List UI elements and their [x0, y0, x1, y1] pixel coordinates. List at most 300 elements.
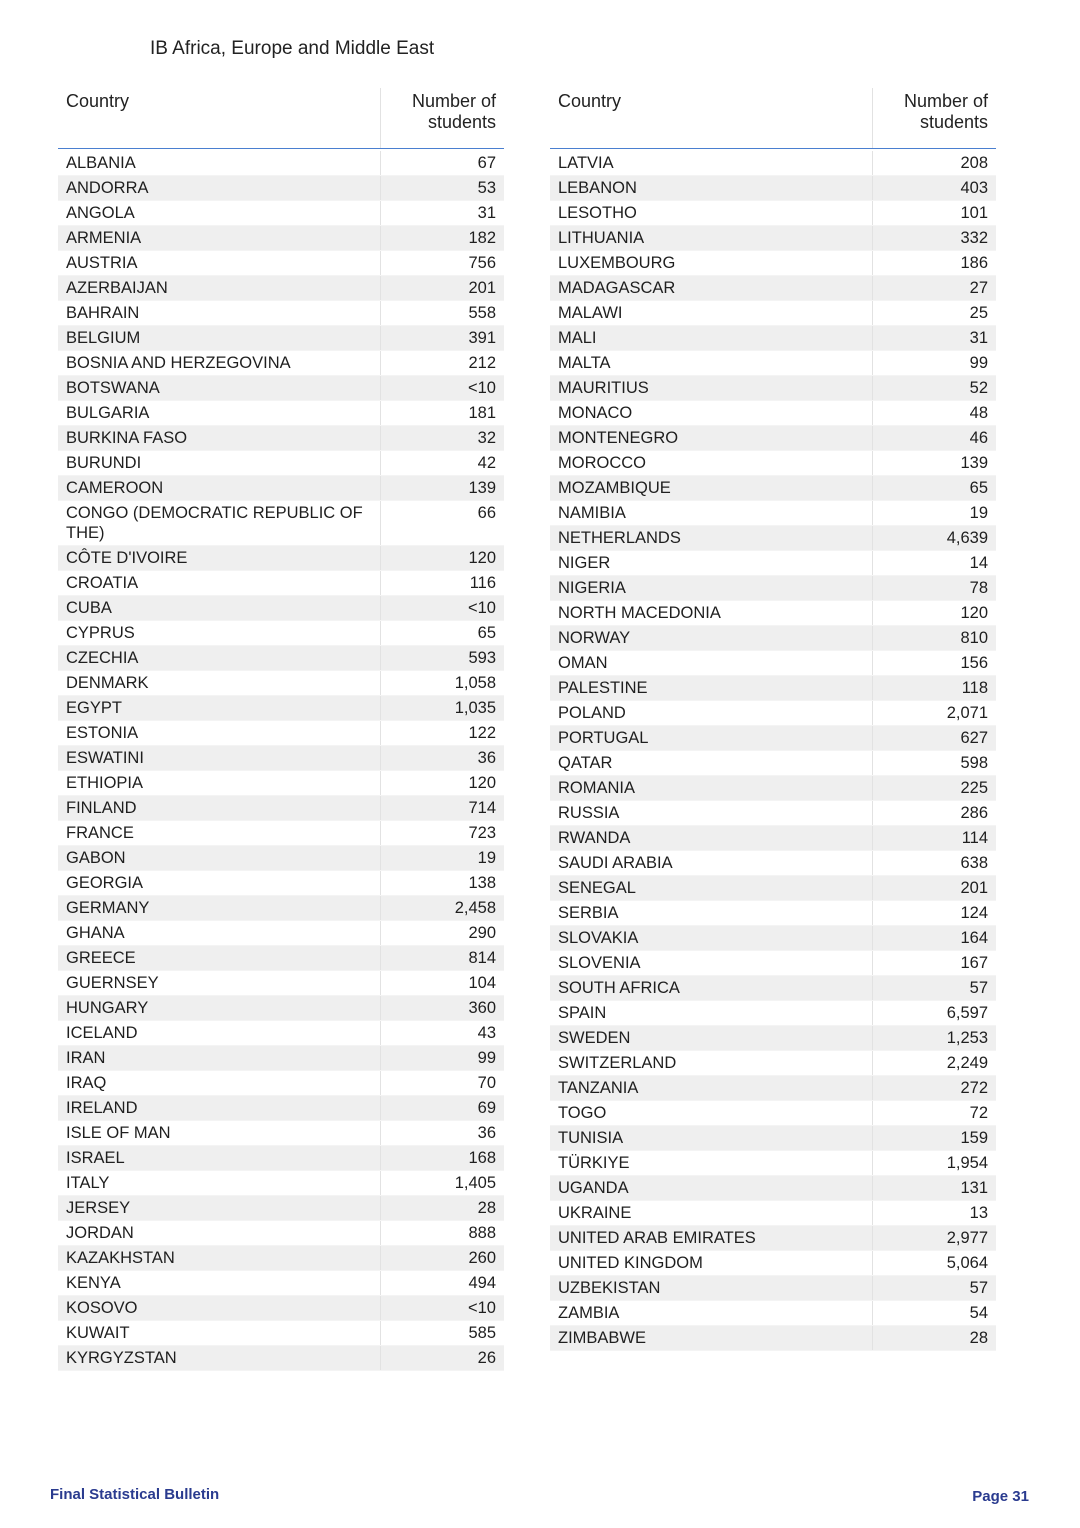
country-cell: NIGER — [550, 551, 872, 576]
country-cell: LEBANON — [550, 176, 872, 201]
students-cell: 638 — [872, 851, 996, 876]
country-cell: IRAQ — [58, 1071, 380, 1096]
students-cell: 65 — [872, 476, 996, 501]
students-cell: 131 — [872, 1176, 996, 1201]
students-cell: 593 — [380, 646, 504, 671]
table-row — [550, 326, 996, 351]
students-cell: 167 — [872, 951, 996, 976]
table-row — [550, 976, 996, 1001]
table-row — [550, 901, 996, 926]
table-row — [550, 926, 996, 951]
students-cell: 138 — [380, 871, 504, 896]
country-cell: UKRAINE — [550, 1201, 872, 1226]
table-row — [58, 546, 504, 571]
table-row — [550, 1176, 996, 1201]
table-row — [550, 701, 996, 726]
students-cell: 159 — [872, 1126, 996, 1151]
table-row — [550, 376, 996, 401]
table-row — [550, 551, 996, 576]
table-row — [550, 876, 996, 901]
table-row — [58, 996, 504, 1021]
students-cell: 2,071 — [872, 701, 996, 726]
students-cell: 65 — [380, 621, 504, 646]
country-cell: ARMENIA — [58, 226, 380, 251]
page-title: IB Africa, Europe and Middle East — [150, 38, 435, 59]
country-cell: LITHUANIA — [550, 226, 872, 251]
students-cell: 42 — [380, 451, 504, 476]
table-row — [550, 1051, 996, 1076]
country-cell: ESTONIA — [58, 721, 380, 746]
footer-publication-title: Final Statistical Bulletin — [50, 1486, 220, 1503]
table-row — [58, 896, 504, 921]
table-row — [58, 796, 504, 821]
country-cell: BELGIUM — [58, 326, 380, 351]
table-row — [58, 1046, 504, 1071]
table-row — [550, 526, 996, 551]
table-row — [58, 401, 504, 426]
table-row — [550, 851, 996, 876]
table-row — [58, 201, 504, 226]
country-cell: JERSEY — [58, 1196, 380, 1221]
students-cell: 118 — [872, 676, 996, 701]
students-cell: 101 — [872, 201, 996, 226]
table-row — [58, 476, 504, 501]
table-row — [550, 451, 996, 476]
country-cell: SLOVENIA — [550, 951, 872, 976]
country-cell: TUNISIA — [550, 1126, 872, 1151]
country-cell: SWITZERLAND — [550, 1051, 872, 1076]
students-cell: 99 — [872, 351, 996, 376]
country-cell: ROMANIA — [550, 776, 872, 801]
country-cell: SOUTH AFRICA — [550, 976, 872, 1001]
table-row — [550, 176, 996, 201]
table-row — [550, 1151, 996, 1176]
students-cell: 19 — [872, 501, 996, 526]
country-cell: TOGO — [550, 1101, 872, 1126]
students-cell: 139 — [872, 451, 996, 476]
students-cell: 122 — [380, 721, 504, 746]
table-row — [58, 301, 504, 326]
students-cell: 1,405 — [380, 1171, 504, 1196]
country-cell: PALESTINE — [550, 676, 872, 701]
table-row — [550, 601, 996, 626]
country-cell: BAHRAIN — [58, 301, 380, 326]
country-cell: HUNGARY — [58, 996, 380, 1021]
students-cell: 116 — [380, 571, 504, 596]
students-cell: 201 — [380, 276, 504, 301]
country-cell: ZAMBIA — [550, 1301, 872, 1326]
table-row — [550, 276, 996, 301]
table-row — [58, 501, 504, 546]
table-body — [58, 151, 504, 1371]
table-row — [550, 1226, 996, 1251]
students-cell: 403 — [872, 176, 996, 201]
table-row — [58, 596, 504, 621]
country-cell: FRANCE — [58, 821, 380, 846]
table-row — [550, 576, 996, 601]
country-cell: JORDAN — [58, 1221, 380, 1246]
table-row — [550, 151, 996, 176]
table-row — [550, 1126, 996, 1151]
students-cell: <10 — [380, 1296, 504, 1321]
country-cell: SPAIN — [550, 1001, 872, 1026]
table-row — [58, 746, 504, 771]
country-cell: ITALY — [58, 1171, 380, 1196]
students-cell: 1,253 — [872, 1026, 996, 1051]
country-cell: GHANA — [58, 921, 380, 946]
country-cell: GREECE — [58, 946, 380, 971]
country-cell: BULGARIA — [58, 401, 380, 426]
table-row — [550, 676, 996, 701]
table-row — [58, 1296, 504, 1321]
students-cell: 186 — [872, 251, 996, 276]
country-cell: BURKINA FASO — [58, 426, 380, 451]
country-cell: UNITED ARAB EMIRATES — [550, 1226, 872, 1251]
country-cell: LESOTHO — [550, 201, 872, 226]
table-row — [550, 426, 996, 451]
table-row — [58, 426, 504, 451]
table-row — [550, 1251, 996, 1276]
students-cell: 290 — [380, 921, 504, 946]
students-cell: 6,597 — [872, 1001, 996, 1026]
table-row — [550, 776, 996, 801]
students-cell: 114 — [872, 826, 996, 851]
students-cell: 120 — [380, 546, 504, 571]
students-cell: <10 — [380, 376, 504, 401]
students-cell: 164 — [872, 926, 996, 951]
students-cell: 25 — [872, 301, 996, 326]
country-cell: UNITED KINGDOM — [550, 1251, 872, 1276]
students-cell: 99 — [380, 1046, 504, 1071]
table-row — [58, 176, 504, 201]
country-column-header: Country — [550, 88, 872, 149]
country-cell: EGYPT — [58, 696, 380, 721]
students-table-left — [58, 88, 504, 1371]
students-cell: 32 — [380, 426, 504, 451]
table-row — [58, 1346, 504, 1371]
country-cell: KOSOVO — [58, 1296, 380, 1321]
table-row — [58, 571, 504, 596]
country-cell: ICELAND — [58, 1021, 380, 1046]
country-cell: FINLAND — [58, 796, 380, 821]
country-cell: CYPRUS — [58, 621, 380, 646]
country-cell: GEORGIA — [58, 871, 380, 896]
table-row — [550, 401, 996, 426]
students-cell: 5,064 — [872, 1251, 996, 1276]
table-header-row — [550, 88, 996, 149]
country-cell: BOTSWANA — [58, 376, 380, 401]
country-cell: CROATIA — [58, 571, 380, 596]
country-cell: NORTH MACEDONIA — [550, 601, 872, 626]
table-body — [550, 151, 996, 1351]
country-cell: CAMEROON — [58, 476, 380, 501]
students-cell: 48 — [872, 401, 996, 426]
country-cell: MAURITIUS — [550, 376, 872, 401]
table-row — [58, 1246, 504, 1271]
students-cell: 124 — [872, 901, 996, 926]
students-cell: 494 — [380, 1271, 504, 1296]
table-row — [58, 721, 504, 746]
table-row — [58, 276, 504, 301]
students-cell: 2,977 — [872, 1226, 996, 1251]
table-row — [550, 351, 996, 376]
table-row — [550, 201, 996, 226]
table-row — [58, 1321, 504, 1346]
students-cell: 54 — [872, 1301, 996, 1326]
students-column-header: Number of students — [380, 88, 504, 149]
country-cell: ESWATINI — [58, 746, 380, 771]
table-header-row — [58, 88, 504, 149]
country-cell: MOZAMBIQUE — [550, 476, 872, 501]
students-column-header: Number of students — [872, 88, 996, 149]
country-cell: MADAGASCAR — [550, 276, 872, 301]
students-cell: 201 — [872, 876, 996, 901]
students-cell: 36 — [380, 746, 504, 771]
table-row — [58, 646, 504, 671]
table-row — [58, 251, 504, 276]
country-cell: ETHIOPIA — [58, 771, 380, 796]
students-cell: 46 — [872, 426, 996, 451]
students-cell: 756 — [380, 251, 504, 276]
country-cell: PORTUGAL — [550, 726, 872, 751]
table-row — [58, 946, 504, 971]
students-cell: 212 — [380, 351, 504, 376]
students-cell: 260 — [380, 1246, 504, 1271]
table-row — [550, 1001, 996, 1026]
table-row — [58, 921, 504, 946]
students-cell: 120 — [380, 771, 504, 796]
table-row — [550, 476, 996, 501]
students-cell: 104 — [380, 971, 504, 996]
students-cell: 120 — [872, 601, 996, 626]
country-cell: POLAND — [550, 701, 872, 726]
country-cell: NORWAY — [550, 626, 872, 651]
table-row — [58, 1221, 504, 1246]
table-row — [58, 1271, 504, 1296]
table-row — [58, 1171, 504, 1196]
country-cell: SWEDEN — [550, 1026, 872, 1051]
students-cell: 66 — [380, 501, 504, 546]
table-row — [550, 651, 996, 676]
country-cell: LATVIA — [550, 151, 872, 176]
table-row — [550, 501, 996, 526]
country-cell: MONACO — [550, 401, 872, 426]
students-cell: 52 — [872, 376, 996, 401]
students-cell: 182 — [380, 226, 504, 251]
students-cell: 2,458 — [380, 896, 504, 921]
country-cell: KAZAKHSTAN — [58, 1246, 380, 1271]
table-row — [550, 1101, 996, 1126]
students-cell: 181 — [380, 401, 504, 426]
country-cell: RWANDA — [550, 826, 872, 851]
country-cell: QATAR — [550, 751, 872, 776]
country-cell: ALBANIA — [58, 151, 380, 176]
table-row — [58, 1021, 504, 1046]
students-cell: 332 — [872, 226, 996, 251]
table-row — [550, 1276, 996, 1301]
students-cell: <10 — [380, 596, 504, 621]
country-cell: UZBEKISTAN — [550, 1276, 872, 1301]
table-row — [58, 871, 504, 896]
country-cell: SENEGAL — [550, 876, 872, 901]
students-cell: 208 — [872, 151, 996, 176]
table-row — [58, 451, 504, 476]
students-cell: 225 — [872, 776, 996, 801]
students-cell: 598 — [872, 751, 996, 776]
table-row — [58, 351, 504, 376]
students-cell: 272 — [872, 1076, 996, 1101]
country-cell: MONTENEGRO — [550, 426, 872, 451]
students-cell: 14 — [872, 551, 996, 576]
country-cell: OMAN — [550, 651, 872, 676]
students-cell: 19 — [380, 846, 504, 871]
country-cell: KENYA — [58, 1271, 380, 1296]
table-row — [550, 726, 996, 751]
country-cell: MOROCCO — [550, 451, 872, 476]
table-row — [550, 301, 996, 326]
country-cell: UGANDA — [550, 1176, 872, 1201]
country-cell: KYRGYZSTAN — [58, 1346, 380, 1371]
students-cell: 558 — [380, 301, 504, 326]
country-cell: NETHERLANDS — [550, 526, 872, 551]
table-row — [58, 1071, 504, 1096]
table-row — [550, 1026, 996, 1051]
country-cell: GUERNSEY — [58, 971, 380, 996]
students-cell: 286 — [872, 801, 996, 826]
students-cell: 714 — [380, 796, 504, 821]
students-cell: 26 — [380, 1346, 504, 1371]
table-row — [58, 1146, 504, 1171]
students-table-right — [550, 88, 996, 1351]
country-column-header: Country — [58, 88, 380, 149]
table-row — [58, 1121, 504, 1146]
footer-page-number: Page 31 — [972, 1488, 1029, 1505]
students-cell: 723 — [380, 821, 504, 846]
students-cell: 27 — [872, 276, 996, 301]
country-cell: ISLE OF MAN — [58, 1121, 380, 1146]
table-row — [550, 1326, 996, 1351]
students-cell: 810 — [872, 626, 996, 651]
country-cell: CUBA — [58, 596, 380, 621]
students-cell: 28 — [380, 1196, 504, 1221]
country-cell: MALTA — [550, 351, 872, 376]
students-cell: 67 — [380, 151, 504, 176]
students-cell: 888 — [380, 1221, 504, 1246]
country-cell: LUXEMBOURG — [550, 251, 872, 276]
students-cell: 2,249 — [872, 1051, 996, 1076]
students-cell: 57 — [872, 1276, 996, 1301]
country-cell: TÜRKIYE — [550, 1151, 872, 1176]
country-cell: KUWAIT — [58, 1321, 380, 1346]
students-cell: 168 — [380, 1146, 504, 1171]
students-cell: 391 — [380, 326, 504, 351]
country-cell: NIGERIA — [550, 576, 872, 601]
table-row — [550, 626, 996, 651]
students-cell: 156 — [872, 651, 996, 676]
table-row — [58, 1196, 504, 1221]
students-cell: 78 — [872, 576, 996, 601]
country-cell: AZERBAIJAN — [58, 276, 380, 301]
country-cell: GERMANY — [58, 896, 380, 921]
students-cell: 627 — [872, 726, 996, 751]
students-cell: 1,954 — [872, 1151, 996, 1176]
country-cell: CONGO (DEMOCRATIC REPUBLIC OF THE) — [58, 501, 380, 546]
country-cell: MALI — [550, 326, 872, 351]
country-cell: IRELAND — [58, 1096, 380, 1121]
students-cell: 585 — [380, 1321, 504, 1346]
table-row — [550, 1201, 996, 1226]
table-row — [58, 376, 504, 401]
students-cell: 70 — [380, 1071, 504, 1096]
table-row — [58, 821, 504, 846]
country-cell: NAMIBIA — [550, 501, 872, 526]
table-row — [58, 326, 504, 351]
table-row — [550, 826, 996, 851]
country-cell: DENMARK — [58, 671, 380, 696]
table-row — [550, 226, 996, 251]
country-cell: ANDORRA — [58, 176, 380, 201]
students-cell: 28 — [872, 1326, 996, 1351]
students-cell: 13 — [872, 1201, 996, 1226]
table-row — [550, 1301, 996, 1326]
country-cell: ISRAEL — [58, 1146, 380, 1171]
country-cell: SAUDI ARABIA — [550, 851, 872, 876]
students-cell: 72 — [872, 1101, 996, 1126]
country-cell: ANGOLA — [58, 201, 380, 226]
country-cell: ZIMBABWE — [550, 1326, 872, 1351]
students-cell: 139 — [380, 476, 504, 501]
students-cell: 36 — [380, 1121, 504, 1146]
country-cell: AUSTRIA — [58, 251, 380, 276]
table-row — [58, 771, 504, 796]
country-cell: SERBIA — [550, 901, 872, 926]
table-row — [58, 1096, 504, 1121]
students-cell: 4,639 — [872, 526, 996, 551]
students-cell: 43 — [380, 1021, 504, 1046]
table-row — [58, 846, 504, 871]
students-cell: 53 — [380, 176, 504, 201]
students-cell: 814 — [380, 946, 504, 971]
country-cell: TANZANIA — [550, 1076, 872, 1101]
table-row — [58, 621, 504, 646]
country-cell: IRAN — [58, 1046, 380, 1071]
table-row — [58, 671, 504, 696]
students-cell: 57 — [872, 976, 996, 1001]
table-row — [58, 151, 504, 176]
table-row — [550, 251, 996, 276]
table-row — [58, 696, 504, 721]
country-cell: RUSSIA — [550, 801, 872, 826]
country-cell: BURUNDI — [58, 451, 380, 476]
country-cell: CZECHIA — [58, 646, 380, 671]
table-row — [550, 751, 996, 776]
students-cell: 1,035 — [380, 696, 504, 721]
country-cell: SLOVAKIA — [550, 926, 872, 951]
table-row — [550, 951, 996, 976]
students-cell: 31 — [872, 326, 996, 351]
table-row — [550, 801, 996, 826]
country-cell: MALAWI — [550, 301, 872, 326]
table-row — [58, 971, 504, 996]
students-cell: 1,058 — [380, 671, 504, 696]
country-cell: CÔTE D'IVOIRE — [58, 546, 380, 571]
country-cell: GABON — [58, 846, 380, 871]
students-cell: 69 — [380, 1096, 504, 1121]
students-cell: 31 — [380, 201, 504, 226]
country-cell: BOSNIA AND HERZEGOVINA — [58, 351, 380, 376]
students-cell: 360 — [380, 996, 504, 1021]
table-row — [58, 226, 504, 251]
